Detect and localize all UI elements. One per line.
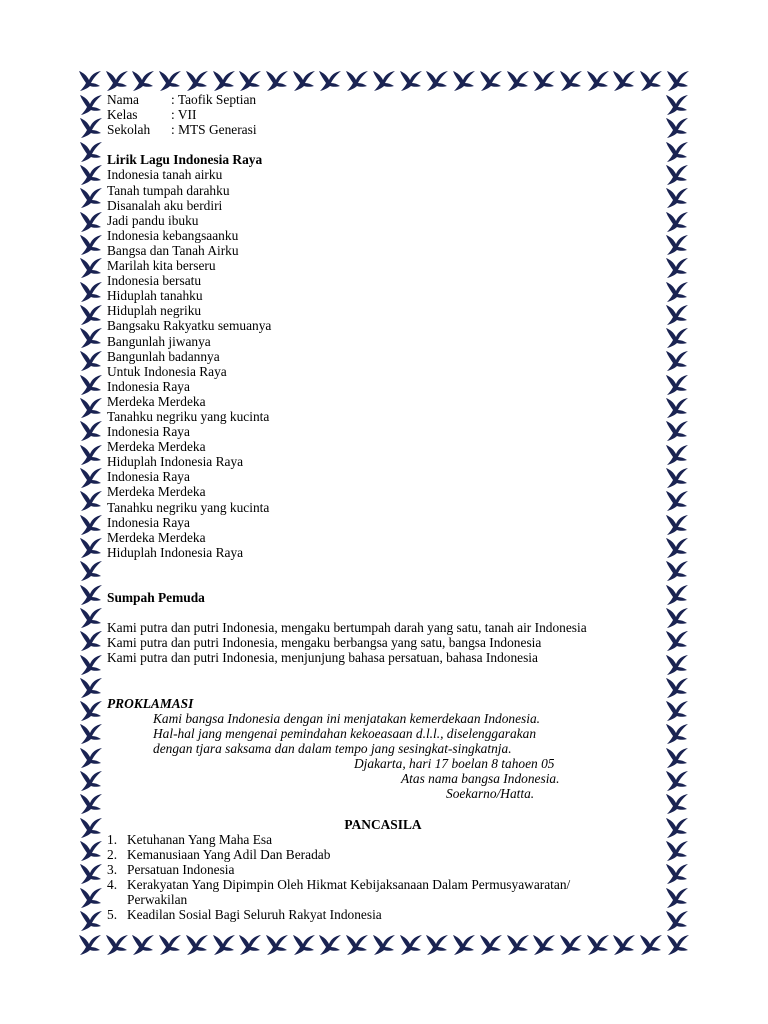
swallow-bird-icon: [79, 747, 103, 769]
sumpah-title: Sumpah Pemuda: [107, 590, 205, 606]
lyric-line: Hiduplah tanahku: [107, 288, 203, 304]
swallow-bird-icon: [665, 164, 689, 186]
swallow-bird-icon: [79, 257, 103, 279]
swallow-bird-icon: [665, 257, 689, 279]
proklamasi-text: [107, 711, 659, 756]
swallow-bird-icon: [292, 70, 316, 92]
lyric-line: Merdeka Merdeka: [107, 439, 206, 455]
swallow-bird-icon: [665, 747, 689, 769]
swallow-bird-icon: [79, 723, 103, 745]
swallow-bird-icon: [425, 70, 449, 92]
swallow-bird-icon: [158, 70, 182, 92]
swallow-bird-icon: [79, 654, 103, 676]
swallow-bird-icon: [131, 934, 155, 956]
lyric-line: Merdeka Merdeka: [107, 529, 206, 545]
pancasila-item: [107, 832, 659, 847]
proklamasi-title: PROKLAMASI: [107, 695, 194, 711]
pancasila-list: [107, 832, 659, 923]
swallow-bird-icon: [238, 934, 262, 956]
pancasila-item-text: Ketuhanan Yang Maha Esa: [127, 831, 273, 847]
proklamasi-signers: Soekarno/Hatta.: [446, 786, 535, 802]
swallow-bird-icon: [665, 281, 689, 303]
swallow-bird-icon: [665, 887, 689, 909]
pancasila-item-number: 3.: [107, 861, 118, 877]
swallow-bird-icon: [185, 70, 209, 92]
swallow-bird-icon: [559, 70, 583, 92]
swallow-bird-icon: [79, 817, 103, 839]
swallow-bird-icon: [665, 560, 689, 582]
school-row: [107, 122, 659, 137]
swallow-bird-icon: [665, 141, 689, 163]
swallow-bird-icon: [479, 934, 503, 956]
swallow-bird-icon: [158, 934, 182, 956]
lyric-line: Indonesia tanah airku: [107, 167, 223, 183]
pancasila-item: [107, 907, 659, 922]
swallow-bird-icon: [79, 770, 103, 792]
lyric-line: Jadi pandu ibuku: [107, 212, 199, 228]
swallow-bird-icon: [399, 934, 423, 956]
lyric-line: Bangunlah jiwanya: [107, 333, 211, 349]
oath-line: Kami putra dan putri Indonesia, mengaku berbangsa yang satu, bangsa Indonesia: [107, 635, 542, 651]
swallow-bird-icon: [79, 187, 103, 209]
swallow-bird-icon: [666, 70, 690, 92]
sumpah-text: [107, 620, 659, 665]
swallow-bird-icon: [318, 934, 342, 956]
swallow-bird-icon: [212, 70, 236, 92]
swallow-bird-icon: [665, 723, 689, 745]
swallow-bird-icon: [665, 444, 689, 466]
swallow-bird-icon: [665, 327, 689, 349]
swallow-bird-icon: [79, 164, 103, 186]
border-top: [78, 68, 690, 94]
pancasila-item-continuation: Perwakilan: [127, 891, 188, 907]
swallow-bird-icon: [665, 817, 689, 839]
swallow-bird-icon: [665, 537, 689, 559]
swallow-bird-icon: [665, 677, 689, 699]
border-bottom: [78, 932, 690, 958]
swallow-bird-icon: [666, 934, 690, 956]
anthem-title: Lirik Lagu Indonesia Raya: [107, 152, 263, 168]
swallow-bird-icon: [79, 304, 103, 326]
pancasila-item: [107, 862, 659, 877]
lyric-line: Untuk Indonesia Raya: [107, 363, 227, 379]
lyric-line: Indonesia kebangsaanku: [107, 227, 239, 243]
swallow-bird-icon: [79, 514, 103, 536]
swallow-bird-icon: [79, 141, 103, 163]
pancasila-item-text: Persatuan Indonesia: [127, 861, 235, 877]
swallow-bird-icon: [79, 444, 103, 466]
swallow-bird-icon: [345, 934, 369, 956]
swallow-bird-icon: [665, 374, 689, 396]
border-left: [78, 94, 104, 932]
swallow-bird-icon: [665, 350, 689, 372]
swallow-bird-icon: [292, 934, 316, 956]
oath-line: Kami putra dan putri Indonesia, mengaku bertumpah darah yang satu, tanah air Indonesia: [107, 620, 587, 636]
swallow-bird-icon: [452, 934, 476, 956]
swallow-bird-icon: [185, 934, 209, 956]
swallow-bird-icon: [79, 211, 103, 233]
proklamasi-on-behalf: Atas nama bangsa Indonesia.: [401, 771, 560, 787]
school-value: : MTS Generasi: [171, 122, 257, 138]
swallow-bird-icon: [479, 70, 503, 92]
class-row: [107, 107, 659, 122]
swallow-bird-icon: [612, 70, 636, 92]
lyric-line: Indonesia Raya: [107, 469, 190, 485]
lyric-line: Merdeka Merdeka: [107, 393, 206, 409]
lyric-line: Hiduplah negriku: [107, 303, 202, 319]
swallow-bird-icon: [665, 793, 689, 815]
swallow-bird-icon: [79, 490, 103, 512]
proklamasi-line: dengan tjara saksama dan dalam tempo jang sesingkat-singkatnja.: [153, 741, 512, 757]
swallow-bird-icon: [79, 560, 103, 582]
swallow-bird-icon: [665, 607, 689, 629]
pancasila-item: [107, 877, 659, 892]
swallow-bird-icon: [665, 467, 689, 489]
pancasila-item-number: 2.: [107, 846, 118, 862]
swallow-bird-icon: [665, 654, 689, 676]
swallow-bird-icon: [665, 211, 689, 233]
swallow-bird-icon: [612, 934, 636, 956]
swallow-bird-icon: [105, 70, 129, 92]
name-row: [107, 92, 659, 107]
swallow-bird-icon: [452, 70, 476, 92]
swallow-bird-icon: [79, 887, 103, 909]
swallow-bird-icon: [665, 187, 689, 209]
swallow-bird-icon: [79, 327, 103, 349]
swallow-bird-icon: [79, 420, 103, 442]
swallow-bird-icon: [79, 607, 103, 629]
swallow-bird-icon: [506, 934, 530, 956]
lyric-line: Tanahku negriku yang kucinta: [107, 408, 270, 424]
swallow-bird-icon: [399, 70, 423, 92]
proklamasi-line: Kami bangsa Indonesia dengan ini menjatakan kemerdekaan Indonesia.: [153, 710, 541, 726]
lyric-line: Tanah tumpah darahku: [107, 182, 230, 198]
swallow-bird-icon: [372, 934, 396, 956]
swallow-bird-icon: [265, 934, 289, 956]
swallow-bird-icon: [79, 840, 103, 862]
swallow-bird-icon: [506, 70, 530, 92]
oath-line: Kami putra dan putri Indonesia, menjunjung bahasa persatuan, bahasa Indonesia: [107, 650, 538, 666]
swallow-bird-icon: [79, 94, 103, 116]
swallow-bird-icon: [79, 630, 103, 652]
lyric-line: Indonesia Raya: [107, 424, 190, 440]
swallow-bird-icon: [665, 514, 689, 536]
swallow-bird-icon: [345, 70, 369, 92]
swallow-bird-icon: [665, 863, 689, 885]
swallow-bird-icon: [79, 374, 103, 396]
pancasila-item-text: Kemanusiaan Yang Adil Dan Beradab: [127, 846, 331, 862]
swallow-bird-icon: [79, 677, 103, 699]
swallow-bird-icon: [318, 70, 342, 92]
swallow-bird-icon: [78, 70, 102, 92]
swallow-bird-icon: [639, 934, 663, 956]
swallow-bird-icon: [665, 490, 689, 512]
swallow-bird-icon: [79, 234, 103, 256]
swallow-bird-icon: [79, 863, 103, 885]
swallow-bird-icon: [212, 934, 236, 956]
lyric-line: Indonesia Raya: [107, 514, 190, 530]
swallow-bird-icon: [79, 793, 103, 815]
lyric-line: Disanalah aku berdiri: [107, 197, 223, 213]
swallow-bird-icon: [79, 910, 103, 932]
swallow-bird-icon: [79, 397, 103, 419]
swallow-bird-icon: [665, 94, 689, 116]
pancasila-title: PANCASILA: [344, 816, 422, 832]
swallow-bird-icon: [532, 70, 556, 92]
lyric-line: Bangsa dan Tanah Airku: [107, 242, 239, 258]
lyric-line: Hiduplah Indonesia Raya: [107, 454, 244, 470]
swallow-bird-icon: [105, 934, 129, 956]
swallow-bird-icon: [586, 934, 610, 956]
swallow-bird-icon: [639, 70, 663, 92]
swallow-bird-icon: [79, 117, 103, 139]
document-body: [107, 92, 659, 922]
school-label: Sekolah: [107, 122, 151, 138]
proklamasi-place-date: Djakarta, hari 17 boelan 8 tahoen 05: [354, 756, 555, 772]
proklamasi-line: Hal-hal jang mengenai pemindahan kekoeasaan d.l.l., diselenggarakan: [153, 725, 537, 741]
swallow-bird-icon: [79, 584, 103, 606]
lyric-line: Marilah kita berseru: [107, 258, 216, 274]
swallow-bird-icon: [265, 70, 289, 92]
swallow-bird-icon: [665, 630, 689, 652]
swallow-bird-icon: [79, 700, 103, 722]
lyric-line: Indonesia bersatu: [107, 273, 202, 289]
pancasila-item-text: Kerakyatan Yang Dipimpin Oleh Hikmat Kebijaksanaan Dalam Permusyawaratan/: [127, 876, 571, 892]
swallow-bird-icon: [131, 70, 155, 92]
swallow-bird-icon: [79, 350, 103, 372]
swallow-bird-icon: [665, 584, 689, 606]
lyric-line: Hiduplah Indonesia Raya: [107, 544, 244, 560]
swallow-bird-icon: [532, 934, 556, 956]
swallow-bird-icon: [586, 70, 610, 92]
anthem-lyrics: [107, 167, 659, 559]
swallow-bird-icon: [238, 70, 262, 92]
pancasila-item-number: 5.: [107, 907, 118, 923]
lyric-line: Merdeka Merdeka: [107, 484, 206, 500]
swallow-bird-icon: [665, 234, 689, 256]
swallow-bird-icon: [79, 467, 103, 489]
swallow-bird-icon: [559, 934, 583, 956]
swallow-bird-icon: [665, 910, 689, 932]
border-right: [664, 94, 690, 932]
lyric-line: Bangunlah badannya: [107, 348, 220, 364]
swallow-bird-icon: [665, 700, 689, 722]
name-value: : Taofik Septian: [171, 92, 257, 107]
swallow-bird-icon: [79, 281, 103, 303]
swallow-bird-icon: [372, 70, 396, 92]
swallow-bird-icon: [665, 397, 689, 419]
swallow-bird-icon: [665, 770, 689, 792]
swallow-bird-icon: [665, 117, 689, 139]
pancasila-item-number: 1.: [107, 831, 118, 847]
class-value: : VII: [171, 107, 197, 123]
lyric-line: Indonesia Raya: [107, 378, 190, 394]
lyric-line: Bangsaku Rakyatku semuanya: [107, 318, 272, 334]
class-label: Kelas: [107, 107, 138, 123]
swallow-bird-icon: [665, 840, 689, 862]
swallow-bird-icon: [79, 537, 103, 559]
swallow-bird-icon: [665, 304, 689, 326]
swallow-bird-icon: [665, 420, 689, 442]
lyric-line: Tanahku negriku yang kucinta: [107, 499, 270, 515]
swallow-bird-icon: [78, 934, 102, 956]
pancasila-item-number: 4.: [107, 876, 118, 892]
pancasila-item-text: Keadilan Sosial Bagi Seluruh Rakyat Indonesia: [127, 907, 382, 923]
name-label: Nama: [107, 92, 139, 107]
swallow-bird-icon: [425, 934, 449, 956]
pancasila-item: [107, 847, 659, 862]
